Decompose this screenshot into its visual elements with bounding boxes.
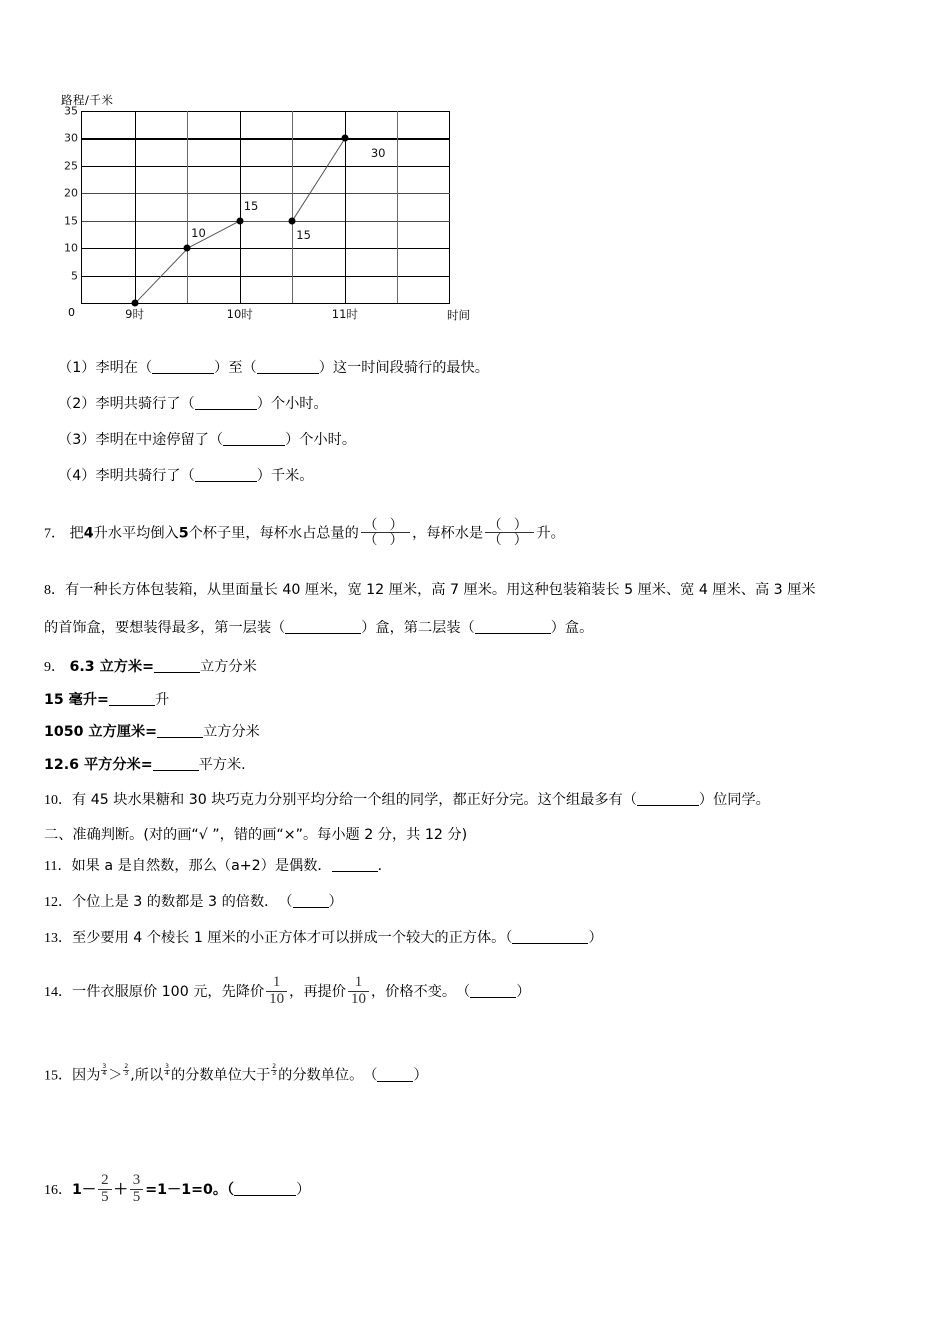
question-1-blank-1[interactable]	[152, 373, 214, 374]
section-2-heading: 二、准确判断。(对的画“√ ”，错的画“×”。每小题 2 分，共 12 分)	[44, 827, 468, 843]
question-8-line-1	[44, 580, 816, 601]
question-10-blank[interactable]	[637, 805, 699, 806]
question-12-blank[interactable]	[293, 907, 329, 908]
question-3	[58, 430, 356, 451]
chart-line-segment-2	[240, 221, 293, 222]
chart-point-label-10-1: 10	[191, 226, 206, 241]
question-15	[44, 1064, 428, 1087]
question-14-text-3: ，价格不变。 （	[370, 983, 471, 1000]
question-1-prefix: （1）李明在（	[58, 360, 153, 376]
question-1-blank-2[interactable]	[257, 373, 319, 374]
question-15-fraction-1	[101, 1064, 107, 1078]
question-13-suffix: ）	[588, 930, 603, 946]
question-14-fraction-2-numerator: 1	[354, 974, 363, 990]
question-12	[44, 892, 343, 913]
question-8-blank-2[interactable]	[475, 633, 551, 634]
chart-data-point-0	[131, 300, 138, 307]
chart-y-tick-20: 20	[64, 186, 78, 200]
question-7-text-3: 个杯子里，每杯水占总量的	[188, 525, 359, 542]
question-15-fraction-1-denominator: 4	[102, 1070, 107, 1078]
question-15-text-1: 因为	[72, 1067, 101, 1084]
chart-zero-label: 0	[68, 306, 75, 319]
chart-x-axis-title: 时间	[447, 308, 470, 322]
question-15-fraction-4	[271, 1064, 277, 1078]
question-7-text-1: 把	[69, 525, 84, 542]
question-7-text-5: 升。	[536, 525, 565, 542]
question-8-text-2b: ）盒，第二层装（	[361, 620, 475, 636]
chart-y-tick-10: 10	[64, 241, 78, 255]
question-4-prefix: （4）李明共骑行了（	[58, 468, 195, 484]
chart-y-tick-15: 15	[64, 214, 78, 228]
question-15-text-3: ,所以	[130, 1067, 164, 1084]
question-8-blank-1[interactable]	[285, 633, 361, 634]
question-12-number: 12．	[44, 895, 72, 910]
chart-data-point-4	[341, 135, 348, 142]
question-9-text-3b: 立方分米	[203, 724, 260, 740]
question-13	[44, 928, 603, 949]
question-10-suffix: ）位同学。	[698, 792, 770, 808]
question-15-suffix: ）	[413, 1067, 428, 1084]
question-15-fraction-3-denominator: 4	[165, 1070, 169, 1078]
chart-frame-right	[449, 111, 450, 303]
chart-gridline-x-6	[397, 111, 398, 303]
question-14-text-2: ，再提价	[289, 983, 346, 1000]
question-4-blank[interactable]	[195, 481, 257, 482]
question-12-suffix: ）	[328, 894, 343, 910]
question-9-text-1a: 6.3 立方米=	[69, 659, 155, 675]
question-16-fraction-1-numerator: 2	[101, 1172, 109, 1188]
question-14-number: 14．	[44, 984, 72, 1000]
question-4	[58, 466, 313, 487]
question-3-prefix: （3）李明在中途停留了（	[58, 432, 224, 448]
question-11-suffix: ．	[377, 858, 392, 874]
question-16-fraction-1-denominator: 5	[98, 1189, 112, 1206]
question-15-text-4: 的分数单位大于	[170, 1067, 271, 1084]
chart-gridline-x-3	[240, 111, 241, 303]
question-16-number: 16．	[44, 1182, 72, 1198]
question-15-text-5: 的分数单位。 （	[278, 1067, 378, 1084]
question-16-suffix: ）	[296, 1181, 311, 1198]
question-15-fraction-1-numerator: 3	[102, 1063, 107, 1070]
question-14-fraction-2-denominator: 10	[348, 991, 369, 1008]
question-3-suffix: ）个小时。	[285, 432, 357, 448]
question-15-number: 15．	[44, 1068, 72, 1084]
chart-y-tick-25: 25	[64, 159, 78, 173]
chart-x-tick-9时: 9时	[125, 307, 144, 321]
question-2-blank[interactable]	[195, 409, 257, 410]
chart-point-label-15-3: 15	[296, 227, 311, 242]
question-16-text-2: ＋	[113, 1181, 128, 1198]
chart-gridline-x-4	[292, 111, 293, 303]
question-11-blank[interactable]	[332, 871, 378, 872]
question-14-fraction-2	[348, 975, 369, 1008]
question-9-blank-4[interactable]	[153, 770, 199, 771]
question-15-fraction-2	[123, 1064, 129, 1078]
question-8-line-2	[44, 618, 593, 639]
question-8-number: 8．	[44, 583, 65, 598]
question-9-blank-2[interactable]	[109, 705, 155, 706]
question-7-fraction-1-numerator[interactable]: （ ）	[363, 517, 408, 533]
question-1-suffix: ）这一时间段骑行的最快。	[318, 360, 489, 376]
question-16-text-1: 1－	[72, 1181, 97, 1198]
question-14-text-1: 一件衣服原价 100 元，先降价	[72, 983, 265, 1000]
question-2	[58, 394, 328, 415]
question-15-text-2: ＞	[108, 1067, 123, 1084]
question-10-number: 10．	[44, 793, 72, 808]
question-1	[58, 358, 489, 379]
question-15-fraction-4-numerator: 2	[272, 1063, 277, 1070]
question-10-prefix: 有 45 块水果糖和 30 块巧克力分别平均分给一个组的同学，都正好分完。这个组最多有（	[72, 792, 637, 808]
question-14-suffix: ）	[516, 983, 531, 1000]
chart-x-tick-11时: 11时	[331, 307, 358, 321]
chart-line-segment-3	[292, 139, 346, 222]
question-8-text-2a: 的首饰盒，要想装得最多，第一层装（	[44, 620, 286, 636]
question-3-blank[interactable]	[223, 445, 285, 446]
chart-x-tick-10时: 10时	[226, 307, 253, 321]
question-9-text-4b: 平方米.	[198, 757, 246, 773]
question-8-text-line-1: 有一种长方体包装箱，从里面量长 40 厘米，宽 12 厘米，高 7 厘米。用这种包装箱装长 5 厘米、宽 4 厘米、高 3 厘米	[65, 582, 816, 598]
question-15-blank[interactable]	[377, 1081, 413, 1082]
question-7-value-2: 5	[178, 525, 189, 542]
question-14-blank[interactable]	[470, 997, 516, 998]
question-13-blank[interactable]	[512, 943, 588, 944]
question-13-prefix: 至少要用 4 个棱长 1 厘米的小正方体才可以拼成一个较大的正方体。（	[72, 930, 513, 946]
question-10	[44, 790, 770, 811]
chart-point-label-15-2: 15	[243, 198, 259, 213]
question-9-text-2b: 升	[154, 692, 170, 708]
question-9-blank-3[interactable]	[157, 737, 203, 738]
question-9-line-2	[44, 690, 169, 711]
question-12-prefix: 个位上是 3 的数都是 3 的倍数． （	[72, 894, 293, 910]
question-14-fraction-1-denominator: 10	[266, 991, 287, 1008]
question-4-suffix: ）千米。	[256, 468, 314, 484]
chart-gridline-y-10	[82, 248, 450, 249]
chart-gridline-y-25	[82, 166, 450, 167]
question-14	[44, 975, 530, 1008]
question-7-text-4: ，每杯水是	[412, 525, 484, 542]
chart-gridline-y-5	[82, 276, 450, 277]
chart-plot-area	[64, 104, 450, 321]
question-16-fraction-1	[98, 1173, 112, 1206]
chart-y-tick-5: 5	[71, 269, 78, 283]
chart-y-tick-30: 30	[64, 131, 78, 145]
question-9-text-4a: 12.6 平方分米=	[44, 757, 153, 773]
chart-y-tick-35: 35	[64, 104, 78, 118]
distance-time-line-chart	[55, 92, 470, 322]
question-7	[44, 518, 565, 547]
question-9-line-1	[44, 657, 257, 678]
question-9-text-2a: 15 毫升=	[44, 692, 109, 708]
question-16	[44, 1173, 310, 1206]
question-14-fraction-1-numerator: 1	[272, 974, 281, 990]
chart-data-point-3	[289, 217, 296, 224]
question-16-fraction-2-numerator: 3	[132, 1172, 141, 1188]
question-2-prefix: （2）李明共骑行了（	[58, 396, 195, 412]
question-2-suffix: ）个小时。	[256, 396, 328, 412]
question-7-fraction-1[interactable]	[361, 518, 410, 547]
question-11-number: 11．	[44, 859, 72, 874]
question-16-fraction-2-denominator: 5	[130, 1189, 144, 1206]
question-7-fraction-1-denominator[interactable]: （ ）	[361, 532, 410, 547]
question-7-value-1: 4	[83, 525, 94, 542]
question-9-number: 9．	[44, 660, 65, 675]
question-7-text-2: 升水平均倒入	[93, 525, 179, 542]
question-15-fraction-4-denominator: 3	[272, 1070, 277, 1078]
question-7-fraction-2-denominator[interactable]: （ ）	[485, 532, 534, 547]
question-1-mid: ）至（	[214, 360, 257, 376]
question-9-blank-1[interactable]	[154, 672, 200, 673]
question-15-fraction-3	[164, 1064, 170, 1078]
question-9-text-3a: 1050 立方厘米=	[44, 724, 158, 740]
chart-gridline-x-2	[187, 111, 188, 303]
question-8-text-2c: ）盒。	[550, 620, 594, 636]
question-16-fraction-2	[130, 1173, 144, 1206]
question-11-prefix: 如果 a 是自然数，那么（a+2）是偶数．	[71, 858, 332, 874]
chart-gridline-y-35	[82, 111, 450, 112]
chart-gridline-y-30	[82, 138, 450, 139]
question-9-line-3	[44, 722, 260, 743]
question-7-fraction-2[interactable]	[485, 518, 534, 547]
question-15-fraction-2-numerator: 2	[124, 1063, 129, 1070]
chart-data-point-2	[236, 217, 243, 224]
chart-y-axis-title: 路程/千米	[61, 93, 114, 107]
question-7-fraction-2-numerator[interactable]: （ ）	[488, 517, 532, 533]
question-13-number: 13．	[44, 931, 72, 946]
chart-gridline-y-20	[82, 193, 450, 194]
chart-data-point-1	[184, 245, 191, 252]
question-9-line-4	[44, 755, 246, 776]
chart-gridline-x-1	[135, 111, 136, 303]
question-14-fraction-1	[266, 975, 287, 1008]
question-9-text-1b: 立方分米	[200, 659, 257, 675]
question-11	[44, 856, 392, 877]
question-7-number: 7．	[44, 526, 65, 542]
chart-point-label-30-4: 30	[370, 146, 386, 161]
question-15-fraction-2-denominator: 3	[124, 1070, 129, 1078]
question-15-fraction-3-numerator: 3	[165, 1063, 169, 1070]
question-16-blank[interactable]	[234, 1195, 296, 1196]
question-16-text-3: =1－1=0。（	[145, 1181, 235, 1198]
